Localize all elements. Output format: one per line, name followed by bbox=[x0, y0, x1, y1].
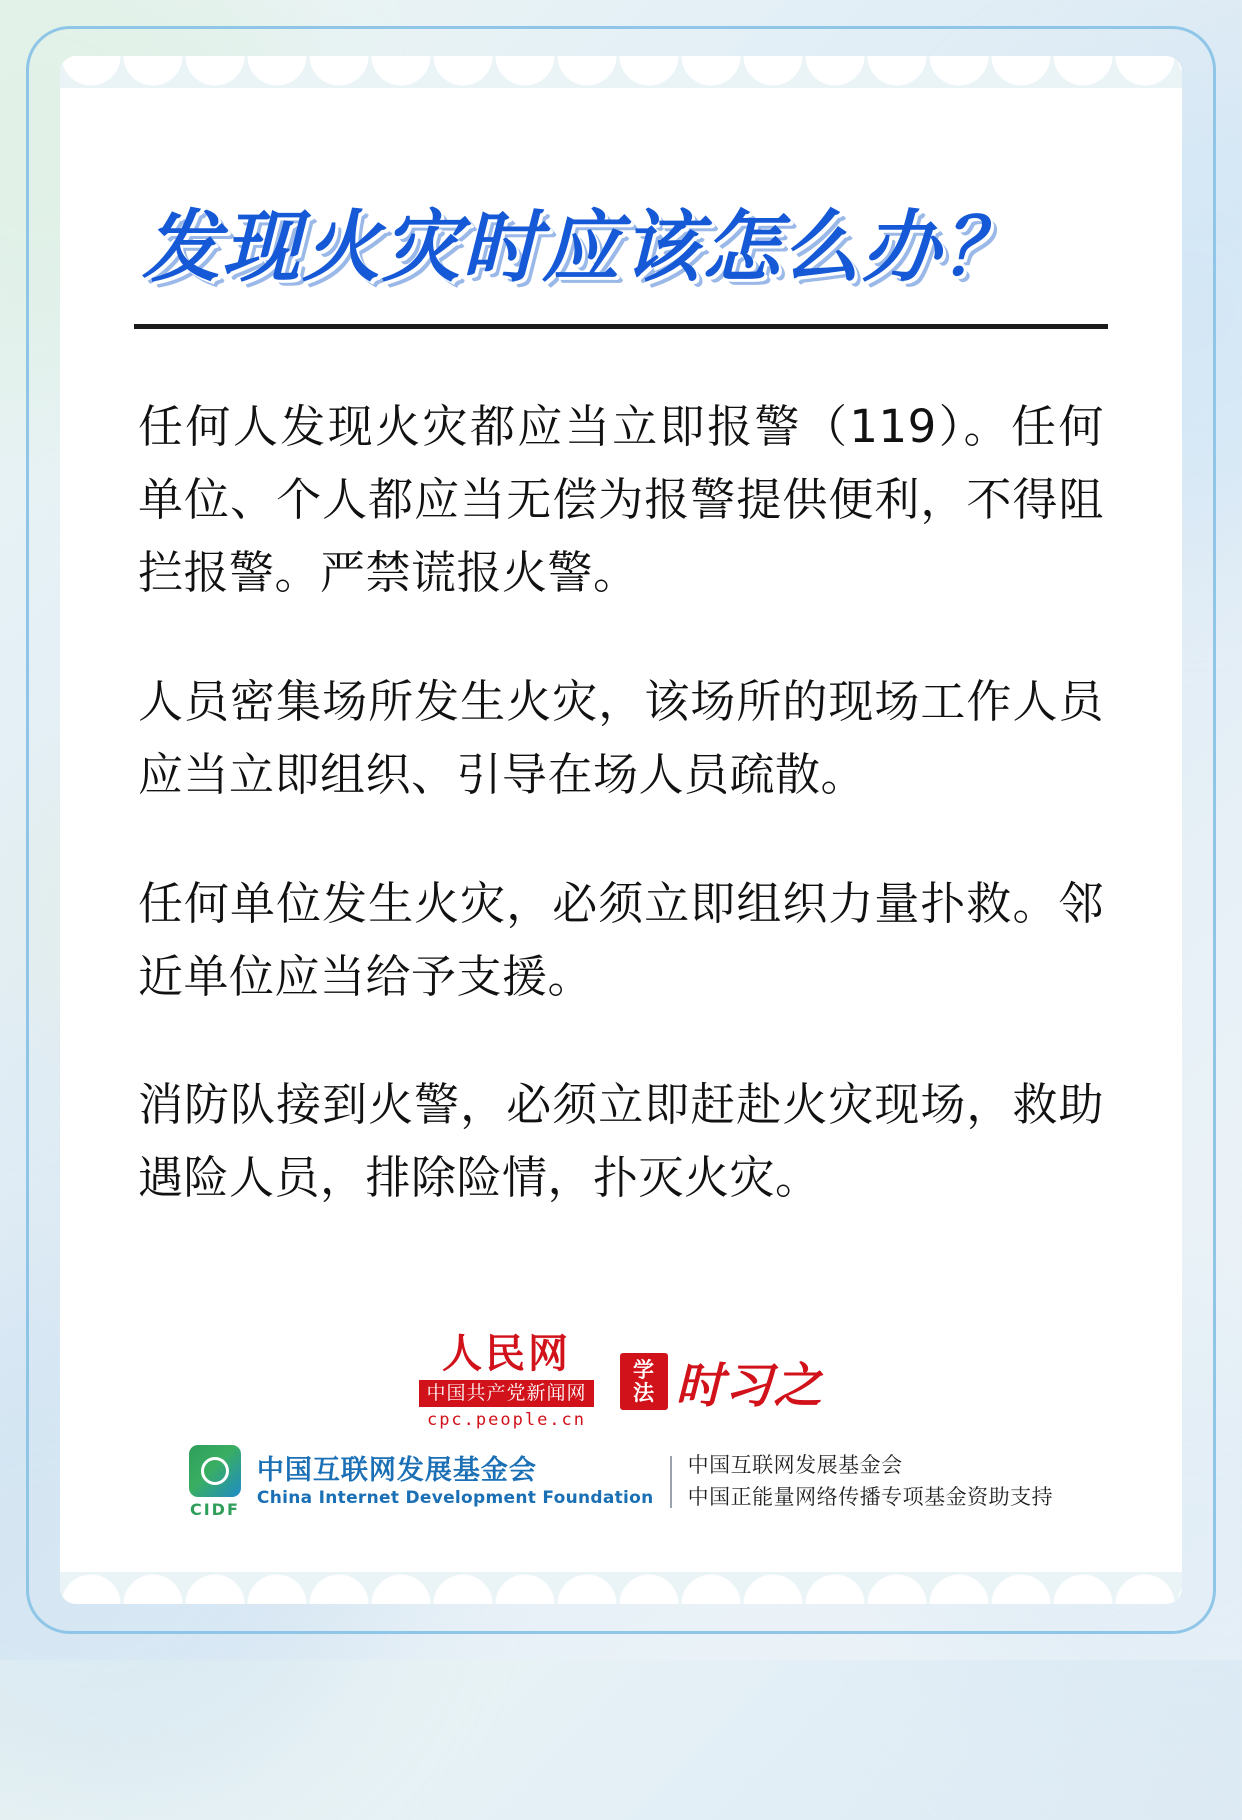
people-cn-logo-title: 人民网 bbox=[441, 1330, 571, 1377]
paragraph-2: 人员密集场所发生火灾，该场所的现场工作人员应当立即组织、引导在场人员疏散。 bbox=[138, 674, 1104, 801]
scallop-edge-bottom bbox=[60, 1572, 1182, 1604]
body-text bbox=[138, 391, 1104, 1215]
xuexi-badge-line2: 法 bbox=[633, 1380, 654, 1405]
cidf-name-en: China Internet Development Foundation bbox=[256, 1487, 654, 1508]
page-title: 发现火灾时应该怎么办？ bbox=[142, 203, 1023, 293]
cidf-abbreviation: CIDF bbox=[189, 1500, 240, 1519]
globe-icon bbox=[189, 1445, 241, 1497]
xuexi-badge-line1: 学 bbox=[633, 1358, 654, 1383]
paragraph-1: 任何人发现火灾都应当立即报警（119）。任何单位、个人都应当无偿为报警提供便利，不得阻拦报警。严禁谎报火警。 bbox=[138, 400, 1104, 600]
people-cn-logo-url: cpc.people.cn bbox=[426, 1410, 587, 1430]
cidf-logo bbox=[189, 1445, 241, 1518]
publisher-logos bbox=[60, 1330, 1182, 1430]
xuexi-shixizhi-logo bbox=[620, 1347, 823, 1416]
footer-note-line1: 中国互联网发展基金会 bbox=[687, 1453, 903, 1477]
paragraph-3: 任何单位发生火灾，必须立即组织力量扑救。邻近单位应当给予支援。 bbox=[138, 876, 1104, 1003]
people-cn-logo bbox=[419, 1330, 593, 1430]
xuexi-badge bbox=[620, 1353, 668, 1409]
poster-card bbox=[60, 56, 1182, 1604]
paragraph-4: 消防队接到火警，必须立即赶赴火灾现场，救助遇险人员，排除险情，扑灭火灾。 bbox=[138, 1078, 1104, 1205]
title-divider bbox=[134, 324, 1108, 329]
cidf-names bbox=[257, 1454, 654, 1509]
foundation-footer bbox=[60, 1445, 1182, 1518]
people-cn-logo-subtitle: 中国共产党新闻网 bbox=[419, 1380, 593, 1407]
footer-note-line2: 中国正能量网络传播专项基金资助支持 bbox=[687, 1484, 1054, 1509]
cidf-name-zh: 中国互联网发展基金会 bbox=[256, 1455, 537, 1486]
footer-note bbox=[688, 1450, 1054, 1513]
footer-divider bbox=[670, 1456, 672, 1508]
xuexi-logo-text: 时习之 bbox=[675, 1358, 823, 1414]
scallop-edge-top bbox=[60, 56, 1182, 88]
